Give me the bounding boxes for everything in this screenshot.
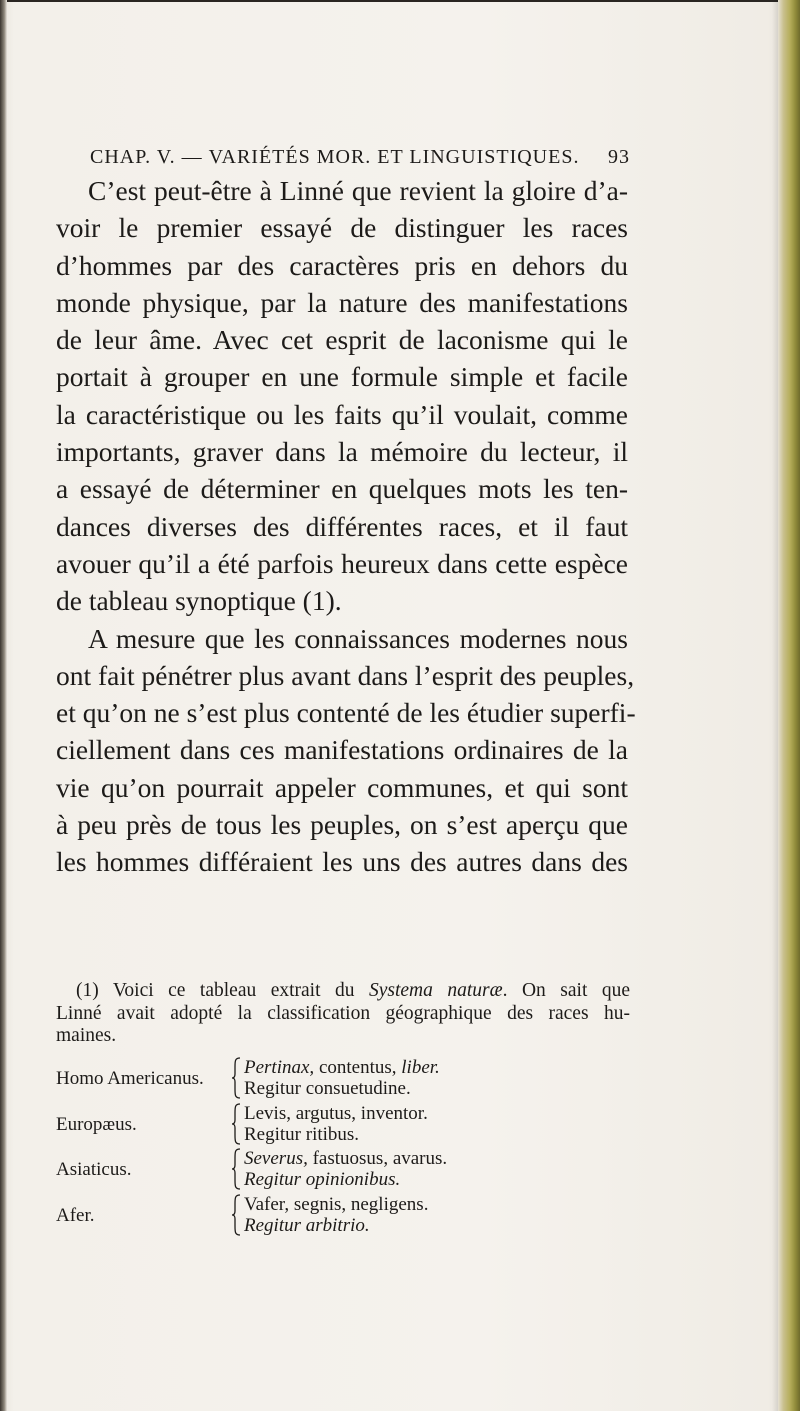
main-text <box>56 172 636 881</box>
trait-italic: Pertinax, <box>244 1057 315 1078</box>
governance: Regitur arbitrio. <box>244 1214 370 1236</box>
classification-row <box>56 1057 636 1103</box>
scan-top-border <box>0 0 800 2</box>
text-line: ont fait pénétrer plus avant dans l’esprit des peuples, <box>56 659 635 691</box>
text-line: monde physique, par la nature des manifestations <box>56 286 628 318</box>
footnote <box>56 980 630 1048</box>
curly-brace-icon <box>231 1194 241 1236</box>
governance: Regitur consuetudine. <box>244 1078 411 1099</box>
footnote-text: . On sait que <box>502 980 630 1001</box>
classification-row <box>56 1148 636 1194</box>
text-line: a essayé de déterminer en quelques mots les ten- <box>56 473 628 505</box>
race-description <box>244 1057 440 1099</box>
text-line: portait à grouper en une formule simple et facile <box>56 361 628 393</box>
text-line: de leur âme. Avec cet esprit de laconisme qui le <box>56 324 628 356</box>
footnote-line: maines. <box>56 1025 117 1046</box>
governance: Regitur ritibus. <box>244 1123 360 1145</box>
footnote-line: Linné avait adopté la classification géographique des races hu- <box>56 1002 630 1024</box>
footnote-book-title: Systema naturæ <box>368 980 503 1001</box>
race-name: Asiaticus. <box>56 1159 132 1180</box>
text-line: voir le premier essayé de distinguer les races <box>56 212 628 244</box>
text-line: et qu’on ne s’est plus contenté de les étudier superfi- <box>56 697 636 729</box>
race-description <box>244 1103 428 1145</box>
text-line: A mesure que les connaissances modernes nous <box>88 622 628 654</box>
text-line: à peu près de tous les peuples, on s’est aperçu que <box>56 809 628 841</box>
header-dash: — <box>181 146 203 168</box>
traits: Vafer, segnis, negligens. <box>244 1193 429 1215</box>
text-line: vie qu’on pourrait appeler communes, et qui sont <box>56 771 628 803</box>
race-name: Homo Americanus. <box>56 1068 204 1089</box>
linnaeus-classification-table <box>56 1057 636 1239</box>
running-header <box>90 146 630 169</box>
trait-italic: Severus, <box>244 1148 308 1169</box>
classification-row <box>56 1103 636 1149</box>
governance: Regitur opinionibus. <box>244 1169 401 1190</box>
book-binding-edge <box>778 0 800 1411</box>
footnote-text: (1) Voici ce tableau extrait du <box>76 980 355 1001</box>
running-title: VARIÉTÉS MOR. ET LINGUISTIQUES. <box>208 146 580 168</box>
text-line: importants, graver dans la mémoire du lecteur, il <box>56 436 628 468</box>
chapter-label: CHAP. V. <box>90 146 176 168</box>
footnote-line <box>56 980 630 1003</box>
page-number: 93 <box>608 146 630 168</box>
text-line: dances diverses des différentes races, et il faut <box>56 510 628 542</box>
classification-row <box>56 1194 636 1240</box>
race-name: Afer. <box>56 1204 95 1226</box>
curly-brace-icon <box>231 1148 241 1190</box>
text-line: avouer qu’il a été parfois heureux dans cette espèce <box>56 547 628 579</box>
text-line: d’hommes par des caractères pris en dehors du <box>56 249 628 281</box>
curly-brace-icon <box>231 1103 241 1145</box>
text-line: les hommes différaient les uns des autres dans des <box>56 846 628 878</box>
scan-left-edge <box>0 0 7 1411</box>
text-line: C’est peut-être à Linné que revient la gloire d’a- <box>88 175 628 206</box>
race-description <box>244 1194 428 1236</box>
curly-brace-icon <box>231 1057 241 1099</box>
trait-italic: liber. <box>396 1057 440 1078</box>
traits: fastuosus, avarus. <box>307 1148 448 1169</box>
text-line: la caractéristique ou les faits qu’il voulait, comme <box>56 398 628 430</box>
race-name: Europæus. <box>56 1113 137 1135</box>
race-description <box>244 1148 447 1190</box>
traits: Levis, argutus, inventor. <box>244 1102 428 1124</box>
text-line: ciellement dans ces manifestations ordinaires de la <box>56 734 628 766</box>
traits: contentus, <box>314 1057 397 1078</box>
text-line: de tableau synoptique (1). <box>56 585 342 617</box>
